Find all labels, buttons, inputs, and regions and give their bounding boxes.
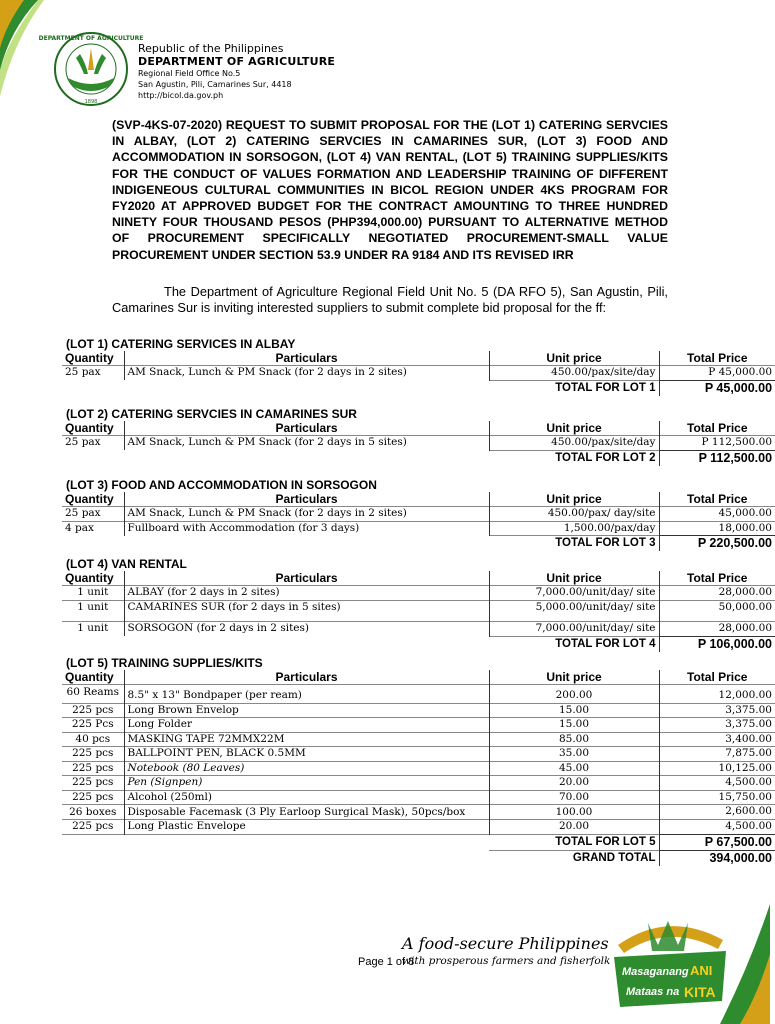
logo-line2: Mataas na [626, 986, 680, 998]
particulars-cell: Long Brown Envelop [124, 703, 489, 718]
table-row [62, 586, 775, 601]
unit-price-cell: 35.00 [489, 747, 659, 762]
unit-price-cell: 450.00/pax/site/day [489, 436, 659, 451]
lot-title: (LOT 5) TRAINING SUPPLIES/KITS [66, 656, 263, 670]
col-unit-price: Unit price [489, 670, 659, 685]
particulars-cell: Notebook (80 Leaves) [124, 761, 489, 776]
office-line: Regional Field Office No.5 [138, 69, 241, 78]
col-particulars: Particulars [124, 571, 489, 586]
lot-total-label: TOTAL FOR LOT 2 [489, 450, 659, 466]
table-row [62, 718, 775, 733]
particulars-cell: BALLPOINT PEN, BLACK 0.5MM [124, 747, 489, 762]
col-total-price: Total Price [687, 492, 748, 506]
letterhead [138, 42, 335, 101]
table-row [62, 507, 775, 522]
unit-price-cell: 450.00/pax/ day/site [489, 507, 659, 522]
table-row [62, 685, 775, 704]
col-unit-price: Unit price [489, 571, 659, 586]
unit-price-cell: 15.00 [489, 703, 659, 718]
unit-price-cell: 20.00 [489, 776, 659, 791]
particulars-cell: Disposable Facemask (3 Ply Earloop Surgical Mask), 50pcs/box [124, 805, 489, 820]
total-price-cell: 3,375.00 [659, 703, 775, 718]
total-price-cell: 10,125.00 [659, 761, 775, 776]
logo-year: 1898 [84, 99, 98, 105]
particulars-cell: SORSOGON (for 2 days in 2 sites) [124, 622, 489, 637]
lot-total-value: P 67,500.00 [659, 834, 775, 850]
col-unit-price: Unit price [489, 492, 659, 507]
total-price-cell: 50,000.00 [659, 600, 775, 622]
total-price-cell: 15,750.00 [659, 790, 775, 805]
intro-paragraph: The Department of Agriculture Regional Field Unit No. 5 (DA RFO 5), San Agustin, Pili, Camarines Sur is inviting interested suppliers to submit complete bid proposal for the ff: [112, 284, 668, 315]
col-particulars: Particulars [124, 492, 489, 507]
table-row [62, 790, 775, 805]
unit-price-cell: 45.00 [489, 761, 659, 776]
col-total-price: Total Price [687, 421, 748, 435]
total-price-cell: 4,500.00 [659, 776, 775, 791]
lot-total-value: P 106,000.00 [659, 636, 775, 652]
website-link[interactable]: http://bicol.da.gov.ph [138, 91, 224, 100]
col-quantity: Quantity [62, 421, 124, 436]
department-line: DEPARTMENT OF AGRICULTURE [138, 55, 336, 68]
unit-price-cell: 7,000.00/unit/day/ site [489, 622, 659, 637]
qty-cell: 225 pcs [62, 820, 124, 835]
unit-price-cell: 15.00 [489, 718, 659, 733]
corner-decoration-bottom [710, 864, 770, 1024]
table-row [62, 805, 775, 820]
unit-price-cell: 1,500.00/pax/day [489, 521, 659, 536]
total-price-cell: P 112,500.00 [659, 436, 775, 451]
total-price-cell: 4,500.00 [659, 820, 775, 835]
table-row [62, 732, 775, 747]
address-line: San Agustin, Pili, Camarines Sur, 4418 [138, 80, 292, 89]
lot-total-value: P 112,500.00 [659, 450, 775, 466]
qty-cell: 40 pcs [62, 732, 124, 747]
logo-line1b: ANI [690, 963, 713, 978]
col-quantity: Quantity [62, 670, 124, 685]
slogan-sub: with prosperous farmers and fisherfolk [402, 955, 611, 967]
total-price-cell: 28,000.00 [659, 586, 775, 601]
particulars-cell: ALBAY (for 2 days in 2 sites) [124, 586, 489, 601]
total-price-cell: 3,375.00 [659, 718, 775, 733]
particulars-cell: Alcohol (250ml) [124, 790, 489, 805]
table-row [62, 761, 775, 776]
logo-line1: Masaganang [622, 966, 689, 978]
lot-total-label: TOTAL FOR LOT 1 [489, 380, 659, 396]
table-row [62, 776, 775, 791]
particulars-cell: Fullboard with Accommodation (for 3 days) [124, 521, 489, 536]
page-number: Page 1 of 8 [358, 956, 415, 968]
col-total-price: Total Price [687, 670, 748, 684]
da-logo [38, 30, 144, 108]
unit-price-cell: 85.00 [489, 732, 659, 747]
particulars-cell: Long Folder [124, 718, 489, 733]
lot-total-value: P 220,500.00 [659, 536, 775, 552]
unit-price-cell: 70.00 [489, 790, 659, 805]
unit-price-cell: 5,000.00/unit/day/ site [489, 600, 659, 622]
particulars-cell: AM Snack, Lunch & PM Snack (for 2 days in 5 sites) [124, 436, 489, 451]
lot-total-label: TOTAL FOR LOT 5 [489, 834, 659, 850]
total-price-cell: 12,000.00 [659, 685, 775, 704]
lot-total-value: P 45,000.00 [659, 380, 775, 396]
logo-text: DEPARTMENT OF AGRICULTURE [38, 35, 144, 42]
lot2-table [62, 408, 775, 466]
grand-total-value: 394,000.00 [659, 850, 775, 866]
lot5-table [62, 657, 775, 866]
qty-cell: 225 Pcs [62, 718, 124, 733]
total-price-cell: P 45,000.00 [659, 366, 775, 381]
unit-price-cell: 20.00 [489, 820, 659, 835]
unit-price-cell: 100.00 [489, 805, 659, 820]
lot-title: (LOT 1) CATERING SERVICES IN ALBAY [66, 337, 296, 351]
lot-total-label: TOTAL FOR LOT 4 [489, 636, 659, 652]
particulars-cell: 8.5" x 13" Bondpaper (per ream) [124, 685, 489, 704]
col-particulars: Particulars [124, 670, 489, 685]
table-row [62, 703, 775, 718]
document-title: (SVP-4KS-07-2020) REQUEST TO SUBMIT PROPOSAL FOR THE (LOT 1) CATERING SERVCIES IN ALBAY, (LOT 2) CATERING SERVCIES IN CAMARINES SUR, (LOT 3) FOOD AND ACCOMMODATION IN SORSOGON, (LOT 4) VAN RENTAL, (LOT 5) TRAINING SUPPLIES/KITS FOR THE CONDUCT OF VALUES FORMATION AND LEADERSHIP TRAINING OF DIFFERENT INDIGENEOUS CULTURAL COMMUNITIES IN BICOL REGION UNDER 4KS PROGRAM FOR FY2020 AT APPROVED BUDGET FOR THE CONTRACT AMOUNTING TO THREE HUNDRED NINETY FOUR THOUSAND PESOS (PHP394,000.00) PURSUANT TO ALTERNATIVE METHOD OF PROCUREMENT SPECIFICALLY NEGOTIATED PROCUREMENT-SMALL VALUE PROCUREMENT UNDER SECTION 53.9 UNDER RA 9184 AND ITS REVISED IRR [112, 118, 668, 262]
lot3-table [62, 479, 775, 551]
unit-price-cell: 7,000.00/unit/day/ site [489, 586, 659, 601]
total-price-cell: 18,000.00 [659, 521, 775, 536]
qty-cell: 60 Reams [62, 685, 124, 704]
qty-cell: 1 unit [62, 586, 124, 601]
table-row [62, 622, 775, 637]
qty-cell: 1 unit [62, 600, 124, 622]
col-quantity: Quantity [62, 351, 124, 366]
particulars-cell: Pen (Signpen) [124, 776, 489, 791]
lot-title: (LOT 4) VAN RENTAL [66, 557, 187, 571]
qty-cell: 225 pcs [62, 790, 124, 805]
qty-cell: 25 pax [62, 436, 124, 451]
particulars-cell: CAMARINES SUR (for 2 days in 5 sites) [124, 600, 489, 622]
unit-price-cell: 200.00 [489, 685, 659, 704]
qty-cell: 225 pcs [62, 761, 124, 776]
particulars-cell: AM Snack, Lunch & PM Snack (for 2 days in 2 sites) [124, 507, 489, 522]
col-unit-price: Unit price [489, 421, 659, 436]
slogan-main: A food-secure Philippines [402, 934, 609, 953]
qty-cell: 26 boxes [62, 805, 124, 820]
republic-line: Republic of the Philippines [138, 42, 284, 55]
table-row [62, 600, 775, 622]
col-particulars: Particulars [124, 351, 489, 366]
table-row [62, 747, 775, 762]
col-quantity: Quantity [62, 571, 124, 586]
qty-cell: 25 pax [62, 507, 124, 522]
lot1-table [62, 338, 775, 396]
col-unit-price: Unit price [489, 351, 659, 366]
total-price-cell: 7,875.00 [659, 747, 775, 762]
total-price-cell: 2,600.00 [659, 805, 775, 820]
col-total-price: Total Price [687, 351, 748, 365]
qty-cell: 1 unit [62, 622, 124, 637]
lot-title: (LOT 2) CATERING SERVCIES IN CAMARINES SUR [66, 407, 357, 421]
col-total-price: Total Price [687, 571, 748, 585]
particulars-cell: Long Plastic Envelope [124, 820, 489, 835]
grand-total-label: GRAND TOTAL [489, 850, 659, 866]
total-price-cell: 28,000.00 [659, 622, 775, 637]
qty-cell: 225 pcs [62, 747, 124, 762]
table-row [62, 366, 775, 381]
qty-cell: 25 pax [62, 366, 124, 381]
table-row [62, 521, 775, 536]
table-row [62, 436, 775, 451]
col-particulars: Particulars [124, 421, 489, 436]
lot-title: (LOT 3) FOOD AND ACCOMMODATION IN SORSOGON [66, 478, 377, 492]
particulars-cell: AM Snack, Lunch & PM Snack (for 2 days in 2 sites) [124, 366, 489, 381]
unit-price-cell: 450.00/pax/site/day [489, 366, 659, 381]
qty-cell: 4 pax [62, 521, 124, 536]
total-price-cell: 3,400.00 [659, 732, 775, 747]
col-quantity: Quantity [62, 492, 124, 507]
lot4-table [62, 558, 775, 652]
qty-cell: 225 pcs [62, 776, 124, 791]
table-row [62, 820, 775, 835]
lot-total-label: TOTAL FOR LOT 3 [489, 536, 659, 552]
particulars-cell: MASKING TAPE 72MMX22M [124, 732, 489, 747]
total-price-cell: 45,000.00 [659, 507, 775, 522]
logo-line2b: KITA [684, 984, 716, 1000]
qty-cell: 225 pcs [62, 703, 124, 718]
